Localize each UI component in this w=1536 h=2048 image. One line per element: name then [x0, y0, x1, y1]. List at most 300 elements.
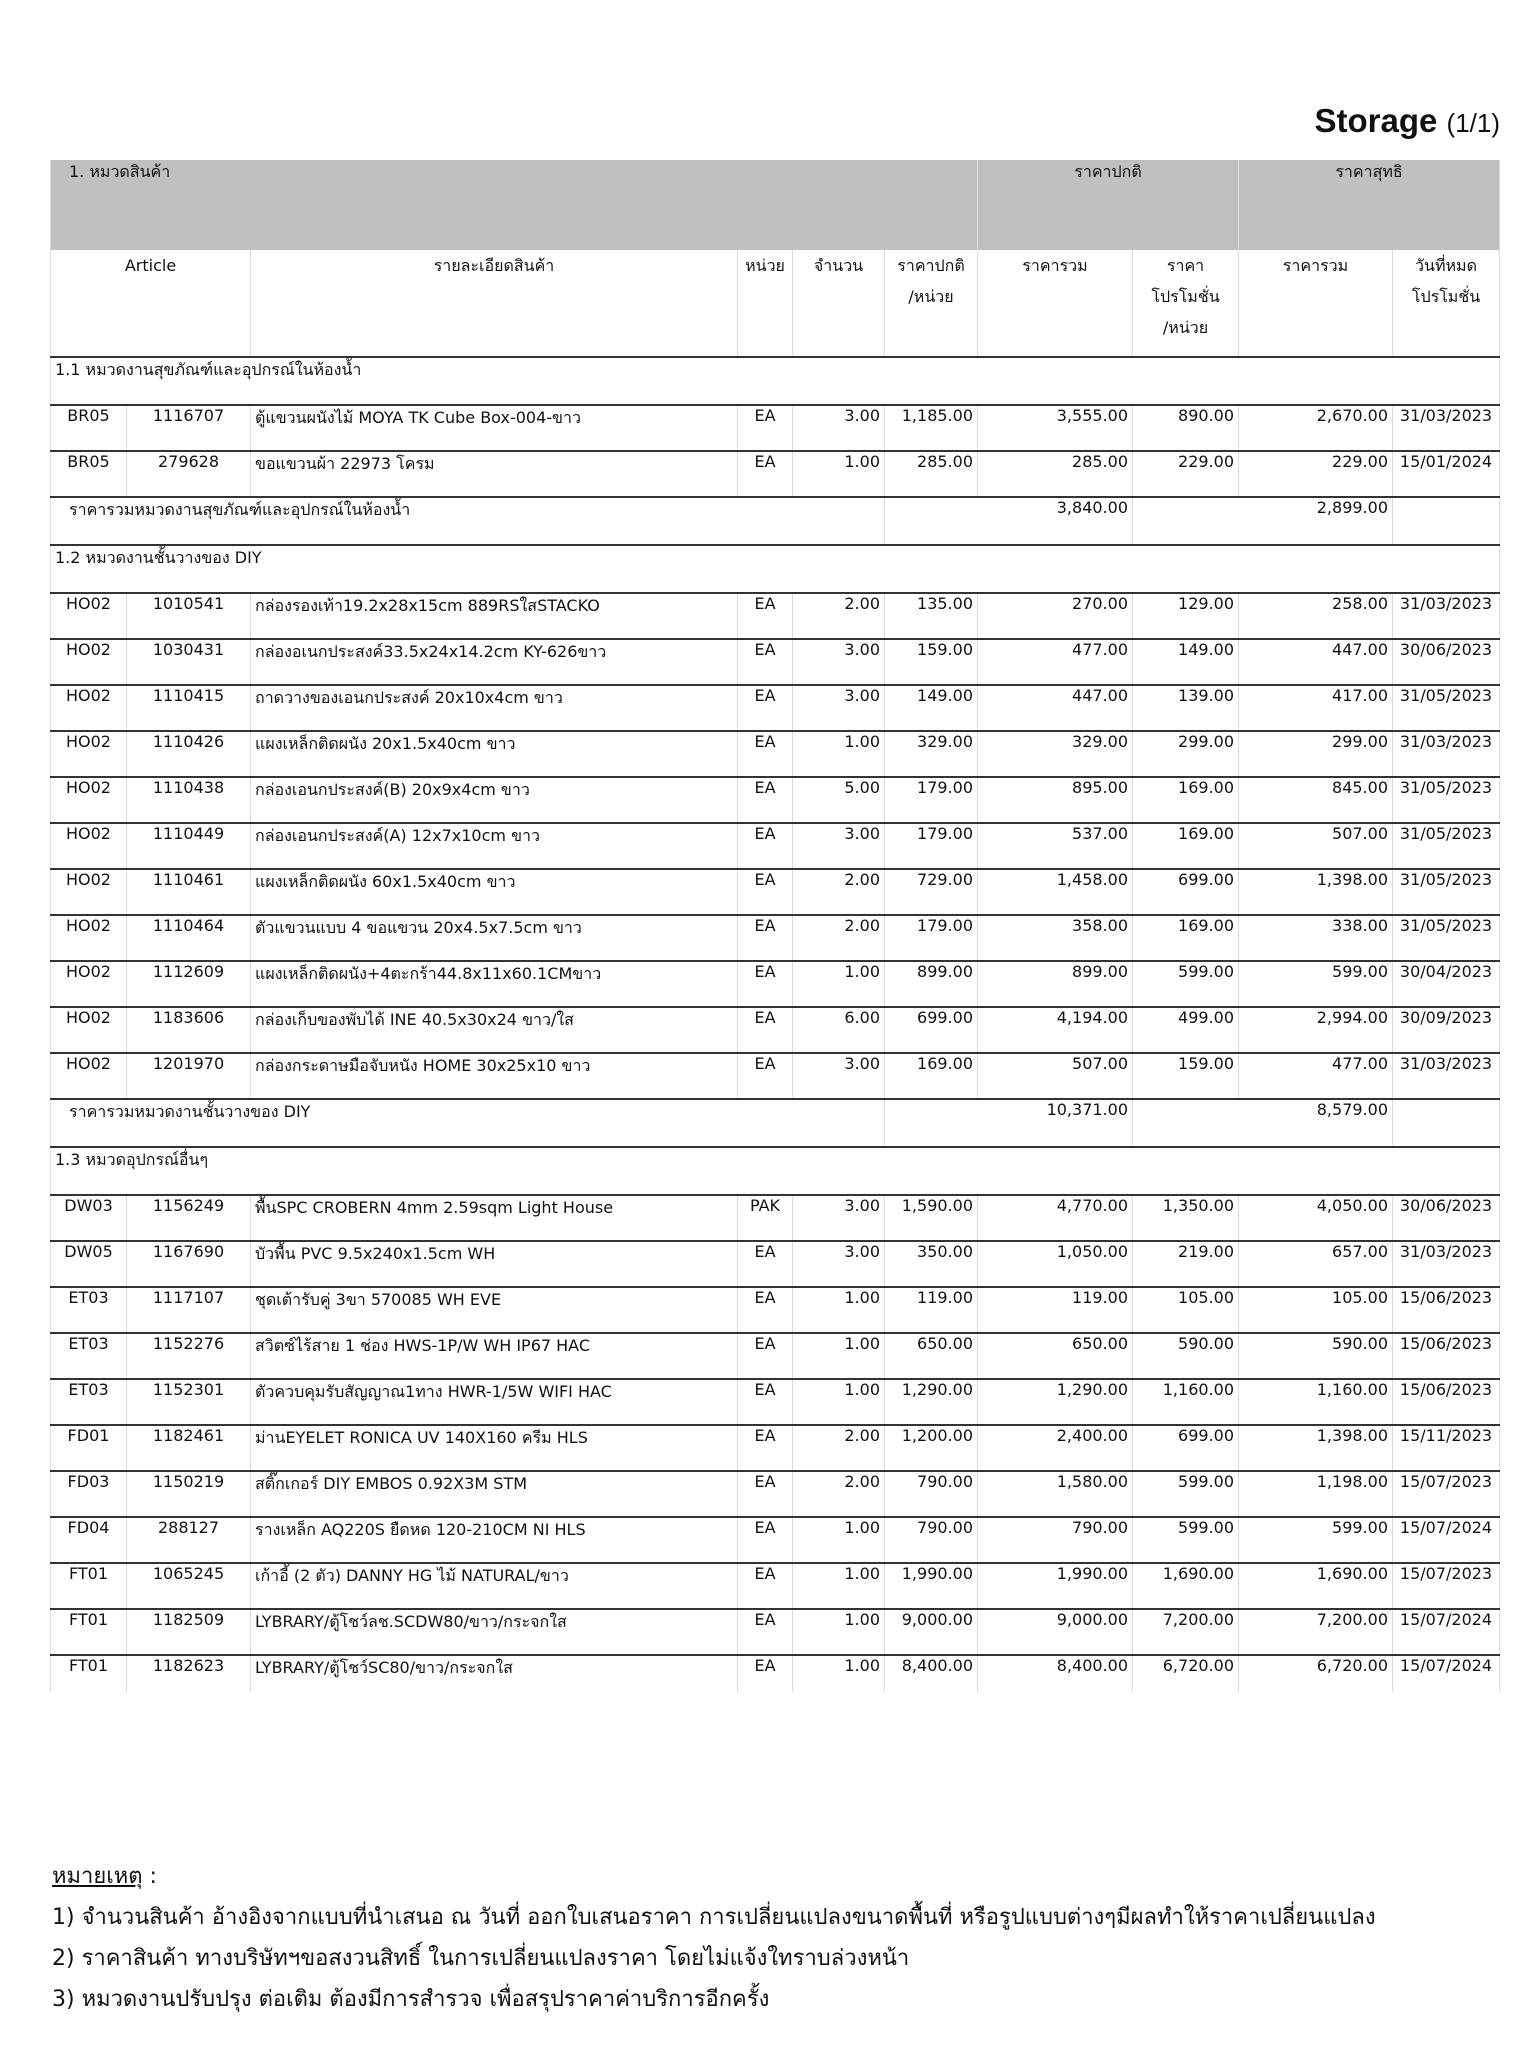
unit: EA: [738, 639, 793, 685]
promo-end-date: 15/06/2023: [1393, 1287, 1500, 1333]
total-price: 4,194.00: [978, 1007, 1133, 1053]
article-number: 1116707: [127, 405, 251, 451]
unit-price: 1,185.00: [885, 405, 978, 451]
article-number: 1167690: [127, 1241, 251, 1287]
total-price: 1,050.00: [978, 1241, 1133, 1287]
table-row: [51, 915, 1500, 961]
table-row: [51, 1655, 1500, 1692]
item-description: ขอแขวนผ้า 22973 โครม: [251, 451, 738, 497]
promo-price: 169.00: [1133, 777, 1239, 823]
item-description: สวิตซ์ไร้สาย 1 ช่อง HWS-1P/W WH IP67 HAC: [251, 1333, 738, 1379]
article-number: 1110426: [127, 731, 251, 777]
promo-end-date: 31/05/2023: [1393, 915, 1500, 961]
table-row: [51, 1563, 1500, 1609]
promo-price: 1,160.00: [1133, 1379, 1239, 1425]
unit-price: 699.00: [885, 1007, 978, 1053]
quantity: 1.00: [793, 961, 885, 1007]
promo-total: 477.00: [1239, 1053, 1393, 1099]
promo-total: 845.00: [1239, 777, 1393, 823]
promo-price: 499.00: [1133, 1007, 1239, 1053]
promo-price: 599.00: [1133, 1517, 1239, 1563]
section-title: 1.3 หมวดอุปกรณ์อื่นๆ: [51, 1147, 1500, 1195]
item-description: แผงเหล็กติดผนัง+4ตะกร้า44.8x11x60.1CMขาว: [251, 961, 738, 1007]
item-description: รางเหล็ก AQ220S ยืดหด 120-210CM NI HLS: [251, 1517, 738, 1563]
unit-price: 149.00: [885, 685, 978, 731]
dept-code: HO02: [51, 777, 127, 823]
dept-code: HO02: [51, 1053, 127, 1099]
col-promo-end: [1393, 250, 1500, 357]
promo-price: 105.00: [1133, 1287, 1239, 1333]
dept-code: HO02: [51, 1007, 127, 1053]
promo-price: 699.00: [1133, 1425, 1239, 1471]
subtotal-promo-total: 2,899.00: [1133, 497, 1393, 545]
promo-end-date: 31/03/2023: [1393, 1053, 1500, 1099]
promo-end-date: 15/11/2023: [1393, 1425, 1500, 1471]
table-row: [51, 1609, 1500, 1655]
unit-price: 1,290.00: [885, 1379, 978, 1425]
subtotal-empty: [1393, 497, 1500, 545]
total-price: 507.00: [978, 1053, 1133, 1099]
article-number: 1201970: [127, 1053, 251, 1099]
total-price: 899.00: [978, 961, 1133, 1007]
col-qty: จำนวน: [793, 250, 885, 357]
table-row: [51, 451, 1500, 497]
category-group-label: 1. หมวดสินค้า: [51, 160, 978, 250]
total-price: 119.00: [978, 1287, 1133, 1333]
promo-total: 599.00: [1239, 961, 1393, 1007]
subtotal-label: ราคารวมหมวดงานสุขภัณฑ์และอุปกรณ์ในห้องน้ำ: [51, 497, 885, 545]
table-row: [51, 823, 1500, 869]
article-number: 1110449: [127, 823, 251, 869]
col-unit-price-line1: ราคาปกติ: [897, 256, 965, 275]
total-price: 270.00: [978, 593, 1133, 639]
table-row: [51, 1517, 1500, 1563]
table-row: [51, 1333, 1500, 1379]
item-description: กล่องกระดาษมือจับหนัง HOME 30x25x10 ขาว: [251, 1053, 738, 1099]
item-description: ตัวควบคุมรับสัญญาณ1ทาง HWR-1/5W WIFI HAC: [251, 1379, 738, 1425]
promo-end-date: 31/03/2023: [1393, 731, 1500, 777]
dept-code: HO02: [51, 685, 127, 731]
quantity: 3.00: [793, 405, 885, 451]
dept-code: FT01: [51, 1655, 127, 1692]
total-price: 650.00: [978, 1333, 1133, 1379]
unit: EA: [738, 1655, 793, 1692]
quantity: 1.00: [793, 1655, 885, 1692]
col-promo-price: [1133, 250, 1239, 357]
unit: EA: [738, 685, 793, 731]
promo-price: 129.00: [1133, 593, 1239, 639]
section-title: 1.2 หมวดงานชั้นวางของ DIY: [51, 545, 1500, 593]
promo-total: 657.00: [1239, 1241, 1393, 1287]
unit: EA: [738, 823, 793, 869]
table-row: [51, 1053, 1500, 1099]
promo-end-date: 15/07/2023: [1393, 1471, 1500, 1517]
unit: EA: [738, 1333, 793, 1379]
promo-total: 447.00: [1239, 639, 1393, 685]
promo-end-date: 31/05/2023: [1393, 823, 1500, 869]
subtotal-empty: [1393, 1099, 1500, 1147]
col-promo-end-line1: วันที่หมด: [1415, 256, 1477, 275]
promo-price: 159.00: [1133, 1053, 1239, 1099]
table-row: [51, 1471, 1500, 1517]
quantity: 3.00: [793, 1195, 885, 1241]
promo-price: 699.00: [1133, 869, 1239, 915]
promo-price: 169.00: [1133, 823, 1239, 869]
promo-price: 169.00: [1133, 915, 1239, 961]
promo-total: 1,198.00: [1239, 1471, 1393, 1517]
promo-price: 1,690.00: [1133, 1563, 1239, 1609]
unit: EA: [738, 1241, 793, 1287]
col-promo-end-line2: โปรโมชั่น: [1411, 287, 1481, 306]
promo-price: 219.00: [1133, 1241, 1239, 1287]
promo-total: 590.00: [1239, 1333, 1393, 1379]
subtotal-total: 3,840.00: [885, 497, 1133, 545]
promo-end-date: 30/06/2023: [1393, 639, 1500, 685]
col-promo-total: ราคารวม: [1239, 250, 1393, 357]
promo-total: 1,160.00: [1239, 1379, 1393, 1425]
article-number: 1110415: [127, 685, 251, 731]
promo-price: 139.00: [1133, 685, 1239, 731]
unit-price: 329.00: [885, 731, 978, 777]
total-price: 8,400.00: [978, 1655, 1133, 1692]
promo-total: 4,050.00: [1239, 1195, 1393, 1241]
promo-total: 1,398.00: [1239, 1425, 1393, 1471]
total-price: 9,000.00: [978, 1609, 1133, 1655]
promo-total: 507.00: [1239, 823, 1393, 869]
quantity: 1.00: [793, 1333, 885, 1379]
unit-price: 350.00: [885, 1241, 978, 1287]
quantity: 1.00: [793, 1379, 885, 1425]
table-row: [51, 1195, 1500, 1241]
quantity: 3.00: [793, 1241, 885, 1287]
item-description: แผงเหล็กติดผนัง 20x1.5x40cm ขาว: [251, 731, 738, 777]
article-number: 1156249: [127, 1195, 251, 1241]
table-row: [51, 405, 1500, 451]
promo-price: 599.00: [1133, 961, 1239, 1007]
unit: PAK: [738, 1195, 793, 1241]
unit-price: 729.00: [885, 869, 978, 915]
item-description: แผงเหล็กติดผนัง 60x1.5x40cm ขาว: [251, 869, 738, 915]
item-description: พื้นSPC CROBERN 4mm 2.59sqm Light House: [251, 1195, 738, 1241]
total-price: 477.00: [978, 639, 1133, 685]
unit-price: 650.00: [885, 1333, 978, 1379]
item-description: LYBRARY/ตู้โชว์SC80/ขาว/กระจกใส: [251, 1655, 738, 1692]
unit: EA: [738, 1287, 793, 1333]
unit-price: 179.00: [885, 915, 978, 961]
dept-code: HO02: [51, 823, 127, 869]
dept-code: HO02: [51, 915, 127, 961]
promo-price: 299.00: [1133, 731, 1239, 777]
total-price: 1,990.00: [978, 1563, 1133, 1609]
unit-price: 135.00: [885, 593, 978, 639]
total-price: 895.00: [978, 777, 1133, 823]
unit: EA: [738, 1471, 793, 1517]
promo-price: 599.00: [1133, 1471, 1239, 1517]
dept-code: HO02: [51, 639, 127, 685]
promo-total: 1,690.00: [1239, 1563, 1393, 1609]
unit: EA: [738, 1517, 793, 1563]
dept-code: BR05: [51, 405, 127, 451]
quantity: 1.00: [793, 1563, 885, 1609]
notes-heading: หมายเหตุ: [52, 1864, 143, 1889]
article-number: 279628: [127, 451, 251, 497]
dept-code: DW05: [51, 1241, 127, 1287]
item-description: ถาดวางของเอนกประสงค์ 20x10x4cm ขาว: [251, 685, 738, 731]
title-text: Storage: [1314, 102, 1438, 139]
col-unit: หน่วย: [738, 250, 793, 357]
quantity: 5.00: [793, 777, 885, 823]
promo-end-date: 31/03/2023: [1393, 1241, 1500, 1287]
promo-total: 229.00: [1239, 451, 1393, 497]
table-row: [51, 593, 1500, 639]
col-description: รายละเอียดสินค้า: [251, 250, 738, 357]
unit: EA: [738, 731, 793, 777]
quantity: 3.00: [793, 1053, 885, 1099]
note-item: 2) ราคาสินค้า ทางบริษัทฯขอสงวนสิทธิ์ ในการเปลี่ยนแปลงราคา โดยไม่แจ้งใทราบล่วงหน้า: [52, 1946, 910, 1971]
note-item: 3) หมวดงานปรับปรุง ต่อเติม ต้องมีการสำรวจ เพื่อสรุปราคาค่าบริการอีกครั้ง: [52, 1987, 770, 2012]
page-title: [1314, 102, 1500, 140]
unit-price: 179.00: [885, 823, 978, 869]
unit: EA: [738, 451, 793, 497]
promo-end-date: 15/07/2024: [1393, 1517, 1500, 1563]
article-number: 1183606: [127, 1007, 251, 1053]
quantity: 1.00: [793, 1609, 885, 1655]
dept-code: ET03: [51, 1287, 127, 1333]
table-row: [51, 731, 1500, 777]
item-description: เก้าอี้ (2 ตัว) DANNY HG ไม้ NATURAL/ขาว: [251, 1563, 738, 1609]
unit: EA: [738, 1563, 793, 1609]
section-header-row: [51, 357, 1500, 405]
table-row: [51, 1007, 1500, 1053]
section-header-row: [51, 545, 1500, 593]
unit-price: 1,200.00: [885, 1425, 978, 1471]
quotation-table: [50, 160, 1500, 1692]
item-description: ชุดเต้ารับคู่ 3ขา 570085 WH EVE: [251, 1287, 738, 1333]
unit: EA: [738, 1053, 793, 1099]
promo-total: 2,994.00: [1239, 1007, 1393, 1053]
unit-price: 1,990.00: [885, 1563, 978, 1609]
dept-code: HO02: [51, 593, 127, 639]
dept-code: HO02: [51, 869, 127, 915]
quantity: 3.00: [793, 685, 885, 731]
promo-price: 6,720.00: [1133, 1655, 1239, 1692]
article-number: 1152276: [127, 1333, 251, 1379]
promo-end-date: 15/01/2024: [1393, 451, 1500, 497]
total-price: 329.00: [978, 731, 1133, 777]
promo-price: 590.00: [1133, 1333, 1239, 1379]
unit-price: 899.00: [885, 961, 978, 1007]
total-price: 447.00: [978, 685, 1133, 731]
subtotal-promo-total: 8,579.00: [1133, 1099, 1393, 1147]
unit: EA: [738, 777, 793, 823]
unit: EA: [738, 593, 793, 639]
total-price: 1,580.00: [978, 1471, 1133, 1517]
notes-section: [52, 1856, 1376, 2020]
article-number: 1112609: [127, 961, 251, 1007]
table-row: [51, 1241, 1500, 1287]
net-price-group-label: ราคาสุทธิ: [1239, 160, 1500, 250]
promo-end-date: 15/07/2024: [1393, 1655, 1500, 1692]
subtotal-row: [51, 497, 1500, 545]
quantity: 1.00: [793, 1517, 885, 1563]
item-description: บัวพื้น PVC 9.5x240x1.5cm WH: [251, 1241, 738, 1287]
promo-end-date: 15/07/2023: [1393, 1563, 1500, 1609]
item-description: ตัวแขวนแบบ 4 ขอแขวน 20x4.5x7.5cm ขาว: [251, 915, 738, 961]
total-price: 3,555.00: [978, 405, 1133, 451]
table-row: [51, 869, 1500, 915]
promo-price: 149.00: [1133, 639, 1239, 685]
article-number: 1030431: [127, 639, 251, 685]
article-number: 1110461: [127, 869, 251, 915]
dept-code: HO02: [51, 731, 127, 777]
quantity: 2.00: [793, 869, 885, 915]
dept-code: FD04: [51, 1517, 127, 1563]
quantity: 1.00: [793, 1287, 885, 1333]
promo-end-date: 31/03/2023: [1393, 593, 1500, 639]
item-description: กล่องเอนกประสงค์(A) 12x7x10cm ขาว: [251, 823, 738, 869]
promo-total: 299.00: [1239, 731, 1393, 777]
promo-total: 7,200.00: [1239, 1609, 1393, 1655]
dept-code: FD03: [51, 1471, 127, 1517]
article-number: 1182623: [127, 1655, 251, 1692]
promo-end-date: 30/04/2023: [1393, 961, 1500, 1007]
unit-price: 285.00: [885, 451, 978, 497]
quantity: 2.00: [793, 1425, 885, 1471]
col-promo-line1: ราคา: [1166, 256, 1205, 275]
promo-total: 105.00: [1239, 1287, 1393, 1333]
promo-price: 229.00: [1133, 451, 1239, 497]
total-price: 358.00: [978, 915, 1133, 961]
total-price: 1,290.00: [978, 1379, 1133, 1425]
col-article: Article: [51, 250, 251, 357]
page-indicator: (1/1): [1446, 108, 1500, 138]
dept-code: FT01: [51, 1563, 127, 1609]
total-price: 2,400.00: [978, 1425, 1133, 1471]
col-promo-line2: โปรโมชั่น: [1151, 287, 1220, 306]
article-number: 1010541: [127, 593, 251, 639]
quantity: 6.00: [793, 1007, 885, 1053]
quantity: 1.00: [793, 731, 885, 777]
article-number: 1182461: [127, 1425, 251, 1471]
normal-price-group-label: ราคาปกติ: [978, 160, 1239, 250]
item-description: กล่องรองเท้า19.2x28x15cm 889RSใสSTACKO: [251, 593, 738, 639]
notes-colon: :: [142, 1864, 157, 1889]
unit-price: 8,400.00: [885, 1655, 978, 1692]
item-description: LYBRARY/ตู้โชว์ลช.SCDW80/ขาว/กระจกใส: [251, 1609, 738, 1655]
article-number: 1110464: [127, 915, 251, 961]
dept-code: FD01: [51, 1425, 127, 1471]
unit: EA: [738, 1609, 793, 1655]
promo-end-date: 31/05/2023: [1393, 685, 1500, 731]
item-description: ม่านEYELET RONICA UV 140X160 ครีม HLS: [251, 1425, 738, 1471]
promo-price: 1,350.00: [1133, 1195, 1239, 1241]
quantity: 2.00: [793, 1471, 885, 1517]
unit: EA: [738, 405, 793, 451]
item-description: กล่องเอนกประสงค์(B) 20x9x4cm ขาว: [251, 777, 738, 823]
unit-price: 169.00: [885, 1053, 978, 1099]
promo-total: 338.00: [1239, 915, 1393, 961]
table-row: [51, 961, 1500, 1007]
column-header-row: [51, 250, 1500, 357]
dept-code: ET03: [51, 1333, 127, 1379]
unit: EA: [738, 1379, 793, 1425]
article-number: 288127: [127, 1517, 251, 1563]
unit-price: 790.00: [885, 1517, 978, 1563]
dept-code: DW03: [51, 1195, 127, 1241]
total-price: 1,458.00: [978, 869, 1133, 915]
quantity: 2.00: [793, 915, 885, 961]
table-row: [51, 1287, 1500, 1333]
section-title: 1.1 หมวดงานสุขภัณฑ์และอุปกรณ์ในห้องน้ำ: [51, 357, 1500, 405]
article-number: 1182509: [127, 1609, 251, 1655]
quantity: 1.00: [793, 451, 885, 497]
article-number: 1065245: [127, 1563, 251, 1609]
promo-total: 599.00: [1239, 1517, 1393, 1563]
promo-end-date: 15/06/2023: [1393, 1379, 1500, 1425]
table-row: [51, 1425, 1500, 1471]
table-row: [51, 685, 1500, 731]
quantity: 3.00: [793, 639, 885, 685]
col-unit-price-line2: /หน่วย: [908, 287, 954, 306]
item-description: กล่องเก็บของพับได้ INE 40.5x30x24 ขาว/ใส: [251, 1007, 738, 1053]
col-unit-price: [885, 250, 978, 357]
promo-end-date: 31/05/2023: [1393, 777, 1500, 823]
table-row: [51, 777, 1500, 823]
promo-total: 258.00: [1239, 593, 1393, 639]
promo-end-date: 31/05/2023: [1393, 869, 1500, 915]
unit: EA: [738, 961, 793, 1007]
unit-price: 9,000.00: [885, 1609, 978, 1655]
dept-code: FT01: [51, 1609, 127, 1655]
promo-end-date: 15/07/2024: [1393, 1609, 1500, 1655]
total-price: 285.00: [978, 451, 1133, 497]
article-number: 1152301: [127, 1379, 251, 1425]
promo-total: 417.00: [1239, 685, 1393, 731]
unit-price: 790.00: [885, 1471, 978, 1517]
promo-total: 2,670.00: [1239, 405, 1393, 451]
promo-end-date: 31/03/2023: [1393, 405, 1500, 451]
unit-price: 1,590.00: [885, 1195, 978, 1241]
unit-price: 179.00: [885, 777, 978, 823]
promo-end-date: 30/06/2023: [1393, 1195, 1500, 1241]
unit-price: 159.00: [885, 639, 978, 685]
total-price: 4,770.00: [978, 1195, 1133, 1241]
unit-price: 119.00: [885, 1287, 978, 1333]
promo-end-date: 15/06/2023: [1393, 1333, 1500, 1379]
dept-code: BR05: [51, 451, 127, 497]
quantity: 2.00: [793, 593, 885, 639]
unit: EA: [738, 869, 793, 915]
promo-price: 890.00: [1133, 405, 1239, 451]
promo-total: 1,398.00: [1239, 869, 1393, 915]
table-row: [51, 1379, 1500, 1425]
total-price: 790.00: [978, 1517, 1133, 1563]
note-item: 1) จำนวนสินค้า อ้างอิงจากแบบที่นำเสนอ ณ วันที่ ออกใบเสนอราคา การเปลี่ยนแปลงขนาดพื้นที่ หรือรูปแบบต่างๆมีผลทำให้ราคาเปลี่ยนแปลง: [52, 1905, 1376, 1930]
unit: EA: [738, 1425, 793, 1471]
group-header-row: [51, 160, 1500, 250]
quantity: 3.00: [793, 823, 885, 869]
subtotal-total: 10,371.00: [885, 1099, 1133, 1147]
subtotal-row: [51, 1099, 1500, 1147]
item-description: สติ๊กเกอร์ DIY EMBOS 0.92X3M STM: [251, 1471, 738, 1517]
item-description: กล่องอเนกประสงค์33.5x24x14.2cm KY-626ขาว: [251, 639, 738, 685]
col-total: ราคารวม: [978, 250, 1133, 357]
item-description: ตู้แขวนผนังไม้ MOYA TK Cube Box-004-ขาว: [251, 405, 738, 451]
article-number: 1117107: [127, 1287, 251, 1333]
total-price: 537.00: [978, 823, 1133, 869]
promo-end-date: 30/09/2023: [1393, 1007, 1500, 1053]
promo-total: 6,720.00: [1239, 1655, 1393, 1692]
